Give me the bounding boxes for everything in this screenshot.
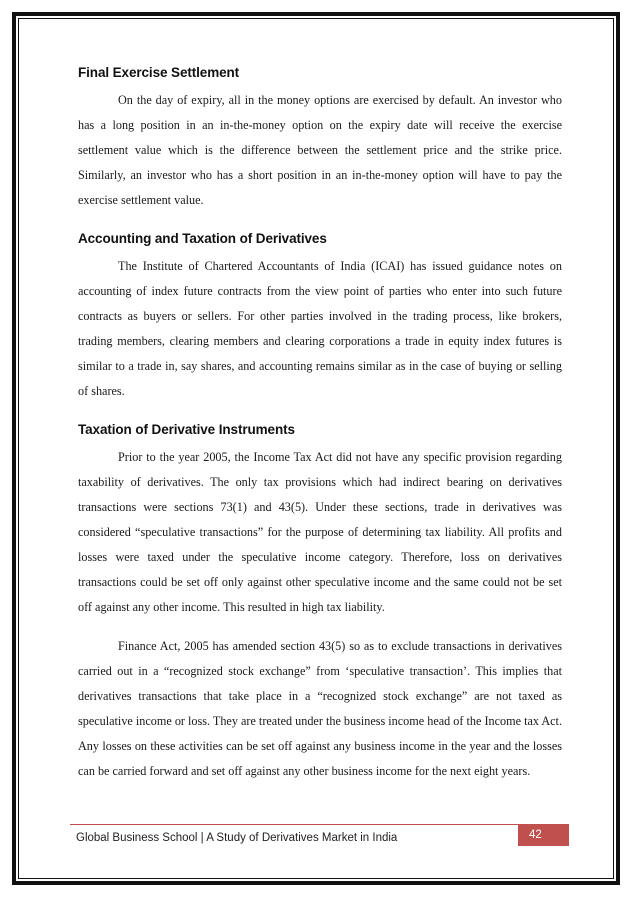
section-final-exercise-settlement <box>78 64 562 213</box>
section-heading: Taxation of Derivative Instruments <box>78 422 295 437</box>
paragraph: The Institute of Chartered Accountants of India (ICAI) has issued guidance notes on accounting of index future contracts from the view point of parties who enter into such future contracts as buyers or sellers. For other parties involved in the trading process, like brokers, trading members, clearing members and clearing corporations a trade in equity index futures is similar to a trade in, say shares, and accounting remains similar as in the case of buying or selling of shares. <box>78 259 562 398</box>
page-number-badge <box>518 824 569 846</box>
section-taxation-instruments <box>78 421 562 784</box>
paragraph: Finance Act, 2005 has amended section 43(5) so as to exclude transactions in derivatives carried out in a “recognized stock exchange” from ‘speculative transaction’. This implies that derivatives transactions that take place in a “recognized stock exchange” are not taxed as speculative income or loss. They are treated under the business income head of the Income tax Act. Any losses on these activities can be set off against any business income in the year and the losses can be carried forward and set off against any other business income for the next eight years. <box>78 639 562 778</box>
section-accounting-taxation <box>78 230 562 404</box>
paragraph-spacer <box>78 620 562 634</box>
page-content <box>78 64 562 801</box>
page-number: 42 <box>529 829 542 841</box>
paragraph: On the day of expiry, all in the money options are exercised by default. An investor who has a long position in an in-the-money option on the expiry date will receive the exercise settlement value which is the difference between the settlement price and the strike price. Similarly, an investor who has a short position in an in-the-money option will have to pay the exercise settlement value. <box>78 93 562 207</box>
section-heading: Final Exercise Settlement <box>78 65 240 80</box>
section-heading: Accounting and Taxation of Derivatives <box>78 231 327 246</box>
footer-divider <box>70 824 568 825</box>
footer-title: Global Business School | A Study of Derivatives Market in India <box>76 832 398 844</box>
paragraph: Prior to the year 2005, the Income Tax Act did not have any specific provision regarding taxability of derivatives. The only tax provisions which had indirect bearing on derivatives transactions were sections 73(1) and 43(5). Under these sections, trade in derivatives was considered “speculative transactions” for the purpose of determining tax liability. All profits and losses were taxed under the speculative income category. Therefore, loss on derivatives transactions could be set off only against other speculative income and the same could not be set off against any other income. This resulted in high tax liability. <box>78 450 562 614</box>
